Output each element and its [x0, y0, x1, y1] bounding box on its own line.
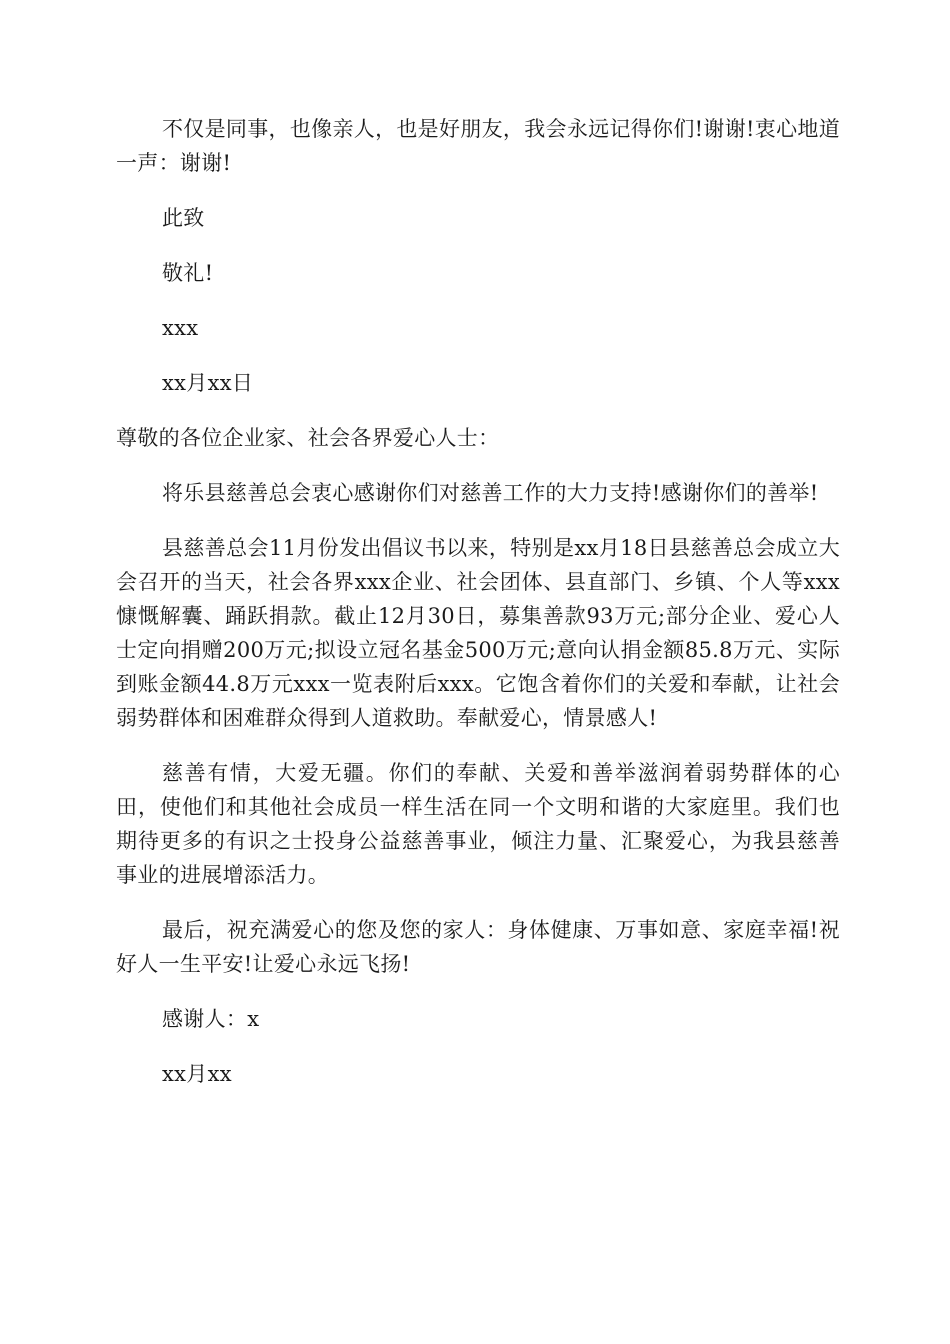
- letter1-signature: xxx: [162, 316, 199, 340]
- letter1-salutation-1: 此致: [162, 206, 205, 230]
- letter1-closing-paragraph: 不仅是同事，也像亲人，也是好朋友，我会永远记得你们!谢谢!衷心地道一声：谢谢!: [116, 117, 840, 175]
- letter2-paragraph-1: 将乐县慈善总会衷心感谢你们对慈善工作的大力支持!感谢你们的善举!: [162, 481, 819, 505]
- letter2-greeting: 尊敬的各位企业家、社会各界爱心人士：: [116, 426, 500, 450]
- letter1-date: xx月xx日: [162, 371, 254, 395]
- letter2-date: xx月xx: [162, 1062, 232, 1086]
- letter2-paragraph-2: 县慈善总会11月份发出倡议书以来，特别是xx月18日县慈善总会成立大会召开的当天，社会各界xxx企业、社会团体、县直部门、乡镇、个人等xxx慷慨解囊、踊跃捐款。截止12月30日，募集善款93万元;部分企业、爱心人士定向捐赠200万元;拟设立冠名基金500万元;意向认捐金额85.8万元、实际到账金额44.8万元xxx一览表附后xxx。它饱含着你们的关爱和奉献，让社会弱势群体和困难群众得到人道救助。奉献爱心，情景感人!: [116, 536, 840, 730]
- letter2-paragraph-3: 慈善有情，大爱无疆。你们的奉献、关爱和善举滋润着弱势群体的心田，使他们和其他社会成员一样生活在同一个文明和谐的大家庭里。我们也期待更多的有识之士投身公益慈善事业，倾注力量、汇聚爱心，为我县慈善事业的进展增添活力。: [116, 761, 840, 887]
- document-page: [116, 112, 840, 1091]
- letter2-thanks-by: 感谢人：x: [162, 1007, 260, 1031]
- letter1-salutation-2: 敬礼!: [162, 261, 214, 285]
- letter2-paragraph-4: 最后，祝充满爱心的您及您的家人：身体健康、万事如意、家庭幸福!祝好人一生平安!让爱心永远飞扬!: [116, 918, 840, 976]
